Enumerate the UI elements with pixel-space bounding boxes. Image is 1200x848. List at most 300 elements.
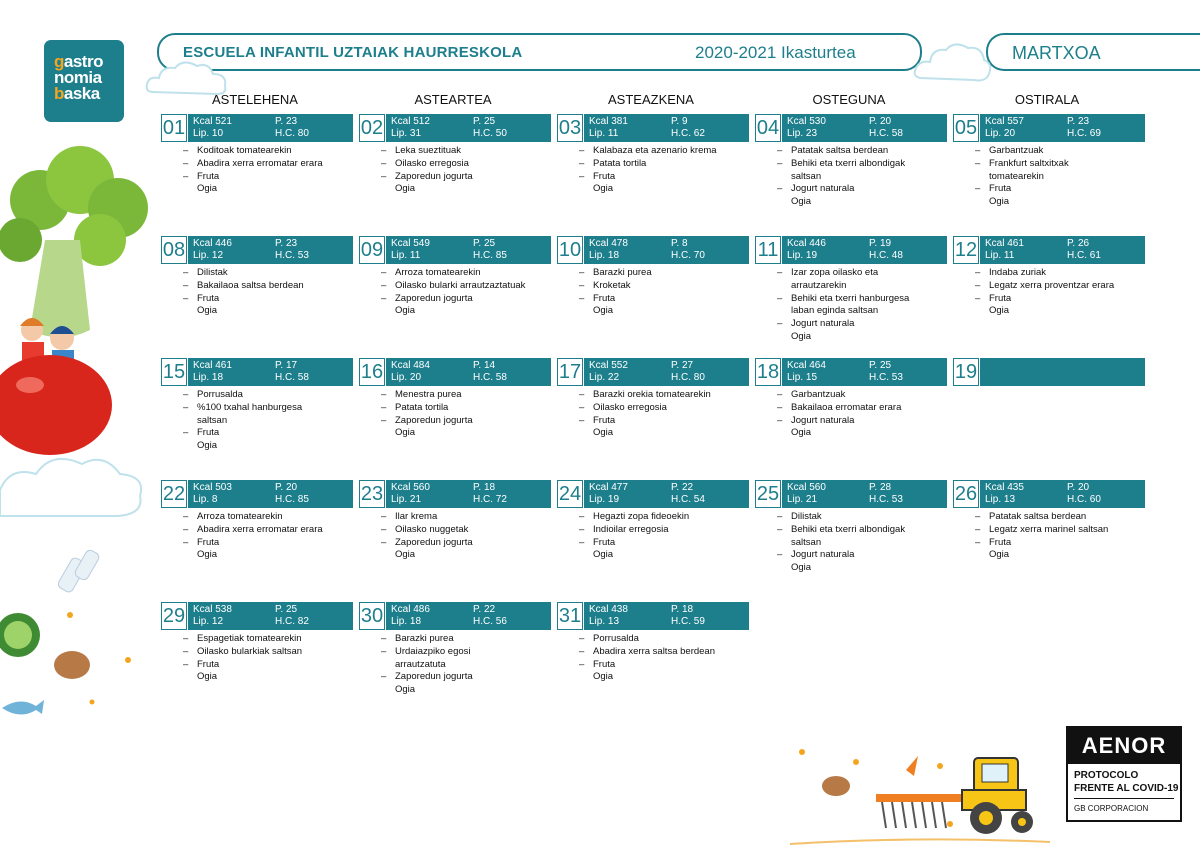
- day-header: [953, 236, 1145, 264]
- menu-item: – Porrusalda: [579, 633, 747, 646]
- menu-item: – Abadira xerra saltsa berdean: [579, 646, 747, 659]
- kcal-value: Kcal 477: [589, 482, 628, 493]
- nutrition-bar: [782, 114, 947, 142]
- menu-item: Ogia: [593, 183, 614, 195]
- lipids-value: Lip. 13: [589, 616, 620, 627]
- menu-item: tomatearekin: [989, 170, 1044, 182]
- day-header: [557, 114, 749, 142]
- day-header: [755, 236, 947, 264]
- kcal-value: Kcal 484: [391, 360, 430, 371]
- menu-item: – Behiki eta txerri hanburgesa: [777, 293, 945, 306]
- day-number: 29: [161, 602, 187, 630]
- menu-item: Ogia: [395, 305, 416, 317]
- menu-list: [777, 389, 945, 440]
- nutrition-bar: [386, 236, 551, 264]
- menu-item: Ogia: [197, 549, 218, 561]
- lipids-value: Lip. 11: [589, 128, 619, 139]
- carbs-value: H.C. 53: [869, 494, 903, 505]
- nutrition-bar: [188, 602, 353, 630]
- school-name: ESCUELA INFANTIL UZTAIAK HAURRESKOLA: [183, 44, 523, 61]
- protein-value: P. 23: [275, 116, 298, 127]
- day-cell: [359, 480, 549, 598]
- lipids-value: Lip. 23: [787, 128, 818, 139]
- menu-item: – Barazki orekia tomatearekin: [579, 389, 747, 402]
- day-cell: [359, 602, 549, 720]
- lipids-value: Lip. 20: [391, 372, 422, 383]
- day-cell: [953, 236, 1143, 354]
- menu-item: – Patatak saltsa berdean: [777, 145, 945, 158]
- carbs-value: H.C. 50: [473, 128, 507, 139]
- lipids-value: Lip. 12: [193, 250, 224, 261]
- menu-item: – Patata tortila: [579, 158, 747, 171]
- menu-item: – Leka sueztituak: [381, 145, 549, 158]
- menu-item: – Arroza tomatearekin: [381, 267, 549, 280]
- menu-item: – Menestra purea: [381, 389, 549, 402]
- day-number: 02: [359, 114, 385, 142]
- lipids-value: Lip. 31: [391, 128, 422, 139]
- day-header: [557, 358, 749, 386]
- day-number: 23: [359, 480, 385, 508]
- day-header: [359, 358, 551, 386]
- day-name-thursday: OSTEGUNA: [812, 92, 886, 107]
- lipids-value: Lip. 10: [193, 128, 224, 139]
- menu-item: – Fruta: [579, 171, 747, 184]
- menu-item: Ogia: [395, 427, 416, 439]
- menu-item: – Fruta: [579, 293, 747, 306]
- day-number: 30: [359, 602, 385, 630]
- menu-item: Ogia: [593, 427, 614, 439]
- menu-item: – Bakailaoa saltsa berdean: [183, 280, 351, 293]
- lipids-value: Lip. 20: [985, 128, 1016, 139]
- kcal-value: Kcal 552: [589, 360, 628, 371]
- menu-item: – Fruta: [183, 659, 351, 672]
- day-cell: [755, 236, 945, 354]
- nutrition-bar: [980, 236, 1145, 264]
- day-header: [755, 358, 947, 386]
- protein-value: P. 25: [275, 604, 298, 615]
- menu-list: [975, 267, 1143, 318]
- protein-value: P. 18: [473, 482, 496, 493]
- carbs-value: H.C. 80: [671, 372, 705, 383]
- menu-item: Ogia: [395, 684, 416, 696]
- day-cell: [755, 358, 945, 476]
- menu-list: [381, 511, 549, 562]
- kcal-value: Kcal 530: [787, 116, 826, 127]
- carbs-value: H.C. 60: [1067, 494, 1101, 505]
- menu-item: – Zaporedun jogurta: [381, 171, 549, 184]
- school-year: 2020-2021 Ikasturtea: [695, 43, 856, 62]
- menu-item: Ogia: [791, 427, 812, 439]
- menu-item: – Oilasko erregosia: [381, 158, 549, 171]
- protein-value: P. 19: [869, 238, 892, 249]
- nutrition-bar: [782, 358, 947, 386]
- lipids-value: Lip. 19: [589, 494, 620, 505]
- nutrition-bar: [782, 236, 947, 264]
- kcal-value: Kcal 512: [391, 116, 430, 127]
- day-header: [359, 114, 551, 142]
- carbs-value: H.C. 56: [473, 616, 507, 627]
- protein-value: P. 9: [671, 116, 688, 127]
- protein-value: P. 25: [869, 360, 892, 371]
- menu-item: – Oilasko bularki arrautzaztatuak: [381, 280, 549, 293]
- menu-item: – Fruta: [975, 293, 1143, 306]
- menu-item: Ogia: [791, 330, 812, 342]
- carbs-value: H.C. 58: [869, 128, 903, 139]
- day-cell: [161, 236, 351, 354]
- day-number: 25: [755, 480, 781, 508]
- menu-item: – Fruta: [579, 537, 747, 550]
- day-number: 01: [161, 114, 187, 142]
- menu-item: – Kalabaza eta azenario krema: [579, 145, 747, 158]
- day-cell: [557, 114, 747, 232]
- menu-item: – Indioilar erregosia: [579, 524, 747, 537]
- menu-item: Ogia: [197, 440, 218, 452]
- day-header: [161, 358, 353, 386]
- menu-item: – Zaporedun jogurta: [381, 537, 549, 550]
- menu-item: laban eginda saltsan: [791, 305, 879, 317]
- lipids-value: Lip. 15: [787, 372, 818, 383]
- day-cell: [161, 114, 351, 232]
- day-cell: [359, 236, 549, 354]
- lipids-value: Lip. 18: [193, 372, 224, 383]
- nutrition-bar: [386, 602, 551, 630]
- day-name-friday: OSTIRALA: [1014, 92, 1080, 107]
- menu-item: – Ilar krema: [381, 511, 549, 524]
- nutrition-bar: [188, 114, 353, 142]
- lipids-value: Lip. 21: [391, 494, 422, 505]
- menu-list: [777, 511, 945, 575]
- kcal-value: Kcal 478: [589, 238, 628, 249]
- kcal-value: Kcal 446: [193, 238, 232, 249]
- menu-item: Ogia: [593, 305, 614, 317]
- menu-item: – Abadira xerra erromatar erara: [183, 158, 351, 171]
- nutrition-bar: [584, 358, 749, 386]
- day-cell: [161, 480, 351, 598]
- day-number: 24: [557, 480, 583, 508]
- day-header: [359, 236, 551, 264]
- day-header: [557, 236, 749, 264]
- kcal-value: Kcal 435: [985, 482, 1024, 493]
- kcal-value: Kcal 464: [787, 360, 826, 371]
- day-header: [953, 114, 1145, 142]
- kcal-value: Kcal 438: [589, 604, 628, 615]
- day-header: [161, 480, 353, 508]
- menu-item: Ogia: [791, 196, 812, 208]
- menu-item: – Legatz xerra proventzar erara: [975, 280, 1143, 293]
- nutrition-bar: [584, 480, 749, 508]
- protein-value: P. 20: [869, 116, 892, 127]
- day-number: 11: [755, 236, 781, 264]
- carbs-value: H.C. 59: [671, 616, 705, 627]
- day-cell: [557, 602, 747, 720]
- menu-item: – Bakailaoa erromatar erara: [777, 402, 945, 415]
- lipids-value: Lip. 18: [391, 616, 422, 627]
- menu-item: – Hegazti zopa fideoekin: [579, 511, 747, 524]
- cloud-icon: [912, 38, 994, 90]
- day-header: [161, 602, 353, 630]
- menu-item: – Dilistak: [183, 267, 351, 280]
- kcal-value: Kcal 538: [193, 604, 232, 615]
- lipids-value: Lip. 18: [589, 250, 620, 261]
- carbs-value: H.C. 62: [671, 128, 705, 139]
- kcal-value: Kcal 560: [787, 482, 826, 493]
- menu-item: Ogia: [989, 196, 1010, 208]
- kcal-value: Kcal 560: [391, 482, 430, 493]
- menu-item: Ogia: [989, 305, 1010, 317]
- day-number: 15: [161, 358, 187, 386]
- menu-list: [381, 145, 549, 196]
- carbs-value: H.C. 48: [869, 250, 903, 261]
- menu-item: – Oilasko erregosia: [579, 402, 747, 415]
- nutrition-bar: [188, 358, 353, 386]
- menu-item: Ogia: [197, 183, 218, 195]
- menu-list: [579, 145, 747, 196]
- menu-item: – Porrusalda: [183, 389, 351, 402]
- day-number: 18: [755, 358, 781, 386]
- menu-item: – Frankfurt saltxitxak: [975, 158, 1143, 171]
- menu-item: – Izar zopa oilasko eta: [777, 267, 945, 280]
- nutrition-bar: [188, 480, 353, 508]
- kcal-value: Kcal 503: [193, 482, 232, 493]
- day-name-wednesday: ASTEAZKENA: [608, 92, 694, 107]
- aenor-brand: AENOR: [1068, 728, 1180, 764]
- menu-item: – Fruta: [183, 171, 351, 184]
- menu-item: saltsan: [791, 536, 822, 548]
- kcal-value: Kcal 549: [391, 238, 430, 249]
- menu-item: Ogia: [197, 305, 218, 317]
- menu-list: [183, 267, 351, 318]
- menu-item: – Koditoak tomatearekin: [183, 145, 351, 158]
- menu-item: – Jogurt naturala: [777, 415, 945, 428]
- menu-item: – Fruta: [579, 659, 747, 672]
- protein-value: P. 25: [473, 238, 496, 249]
- day-number: 26: [953, 480, 979, 508]
- menu-list: [777, 145, 945, 209]
- nutrition-bar: [386, 114, 551, 142]
- protein-value: P. 22: [473, 604, 496, 615]
- menu-item: – Abadira xerra erromatar erara: [183, 524, 351, 537]
- protein-value: P. 28: [869, 482, 892, 493]
- menu-item: – Urdaiazpiko egosi: [381, 646, 549, 659]
- menu-item: – Fruta: [579, 415, 747, 428]
- menu-item: – Behiki eta txerri albondigak: [777, 158, 945, 171]
- carbs-value: H.C. 61: [1067, 250, 1101, 261]
- carbs-value: H.C. 72: [473, 494, 507, 505]
- menu-list: [381, 633, 549, 697]
- nutrition-bar: [386, 358, 551, 386]
- nutrition-bar: [782, 480, 947, 508]
- day-header: [359, 602, 551, 630]
- day-number: 08: [161, 236, 187, 264]
- protein-value: P. 23: [1067, 116, 1090, 127]
- day-header: [953, 358, 1145, 386]
- gastronomia-baska-logo: [44, 40, 124, 122]
- menu-list: [183, 145, 351, 196]
- menu-item: Ogia: [593, 671, 614, 683]
- menu-item: – Kroketak: [579, 280, 747, 293]
- lipids-value: Lip. 13: [985, 494, 1016, 505]
- menu-item: – Patatak saltsa berdean: [975, 511, 1143, 524]
- tractor-illustration: [790, 740, 1050, 848]
- nutrition-bar: [584, 602, 749, 630]
- nutrition-bar: [188, 236, 353, 264]
- day-number: 10: [557, 236, 583, 264]
- day-name-tuesday: ASTEARTEA: [414, 92, 492, 107]
- protein-value: P. 23: [275, 238, 298, 249]
- day-header: [161, 114, 353, 142]
- day-header: [755, 114, 947, 142]
- kcal-value: Kcal 461: [985, 238, 1024, 249]
- protein-value: P. 22: [671, 482, 694, 493]
- day-cell: [359, 114, 549, 232]
- menu-item: – Jogurt naturala: [777, 318, 945, 331]
- day-cell: [953, 358, 1143, 476]
- badge-line-2: FRENTE AL COVID-19: [1074, 783, 1179, 794]
- day-number: 12: [953, 236, 979, 264]
- menu-item: – Jogurt naturala: [777, 183, 945, 196]
- badge-line-1: PROTOCOLO: [1074, 770, 1139, 781]
- menu-item: – Indaba zuriak: [975, 267, 1143, 280]
- kcal-value: Kcal 381: [589, 116, 628, 127]
- lipids-value: Lip. 12: [193, 616, 224, 627]
- logo-line-3: baska: [54, 84, 100, 103]
- menu-list: [183, 633, 351, 684]
- kcal-value: Kcal 486: [391, 604, 430, 615]
- menu-item: – Zaporedun jogurta: [381, 415, 549, 428]
- day-header: [755, 480, 947, 508]
- protein-value: P. 20: [275, 482, 298, 493]
- protein-value: P. 27: [671, 360, 694, 371]
- menu-item: – Behiki eta txerri albondigak: [777, 524, 945, 537]
- menu-item: – Zaporedun jogurta: [381, 671, 549, 684]
- nutrition-bar: [386, 480, 551, 508]
- day-number: 05: [953, 114, 979, 142]
- nutrition-bar: [584, 236, 749, 264]
- lipids-value: Lip. 11: [985, 250, 1015, 261]
- menu-list: [579, 389, 747, 440]
- menu-item: – Oilasko nuggetak: [381, 524, 549, 537]
- menu-item: – %100 txahal hanburgesa: [183, 402, 351, 415]
- day-cell: [953, 114, 1143, 232]
- day-cell: [953, 480, 1143, 598]
- day-cell: [557, 236, 747, 354]
- menu-list: [381, 389, 549, 440]
- carbs-value: H.C. 80: [275, 128, 309, 139]
- menu-item: Ogia: [593, 549, 614, 561]
- protein-value: P. 26: [1067, 238, 1090, 249]
- month-box: [986, 33, 1200, 71]
- menu-item: – Fruta: [975, 183, 1143, 196]
- badge-divider: [1074, 798, 1174, 799]
- kcal-value: Kcal 521: [193, 116, 232, 127]
- day-number: 09: [359, 236, 385, 264]
- day-header: [359, 480, 551, 508]
- menu-item: – Legatz xerra marinel saltsan: [975, 524, 1143, 537]
- day-header: [953, 480, 1145, 508]
- protein-value: P. 8: [671, 238, 688, 249]
- menu-item: – Fruta: [183, 293, 351, 306]
- day-cell: [755, 114, 945, 232]
- lipids-value: Lip. 8: [193, 494, 218, 505]
- menu-list: [579, 633, 747, 684]
- menu-item: arrautzarekin: [791, 279, 847, 291]
- vegetables-illustration: [0, 130, 160, 730]
- menu-list: [183, 389, 351, 453]
- day-number: 17: [557, 358, 583, 386]
- carbs-value: H.C. 69: [1067, 128, 1101, 139]
- carbs-value: H.C. 70: [671, 250, 705, 261]
- menu-item: – Barazki purea: [579, 267, 747, 280]
- kcal-value: Kcal 446: [787, 238, 826, 249]
- carbs-value: H.C. 58: [275, 372, 309, 383]
- day-header: [557, 480, 749, 508]
- day-header: [557, 602, 749, 630]
- menu-item: saltsan: [197, 414, 228, 426]
- carbs-value: H.C. 53: [869, 372, 903, 383]
- menu-item: – Fruta: [183, 427, 351, 440]
- nutrition-bar: [980, 358, 1145, 386]
- kcal-value: Kcal 461: [193, 360, 232, 371]
- logo-line-2: nomia: [54, 68, 102, 87]
- protein-value: P. 14: [473, 360, 496, 371]
- day-number: 22: [161, 480, 187, 508]
- day-number: 04: [755, 114, 781, 142]
- aenor-covid-badge: [1066, 726, 1182, 822]
- menu-item: – Fruta: [975, 537, 1143, 550]
- menu-list: [777, 267, 945, 344]
- menu-list: [579, 267, 747, 318]
- carbs-value: H.C. 85: [473, 250, 507, 261]
- nutrition-bar: [980, 114, 1145, 142]
- menu-item: – Garbantzuak: [975, 145, 1143, 158]
- day-cell: [557, 480, 747, 598]
- menu-item: Ogia: [791, 562, 812, 574]
- lipids-value: Lip. 22: [589, 372, 620, 383]
- menu-list: [183, 511, 351, 562]
- carbs-value: H.C. 58: [473, 372, 507, 383]
- menu-item: arrautzatuta: [395, 658, 446, 670]
- menu-list: [381, 267, 549, 318]
- day-cell: [755, 480, 945, 598]
- day-cell: [557, 358, 747, 476]
- menu-item: Ogia: [395, 549, 416, 561]
- menu-item: – Fruta: [183, 537, 351, 550]
- lipids-value: Lip. 21: [787, 494, 818, 505]
- menu-item: Ogia: [989, 549, 1010, 561]
- menu-item: – Garbantzuak: [777, 389, 945, 402]
- protein-value: P. 20: [1067, 482, 1090, 493]
- menu-item: Ogia: [395, 183, 416, 195]
- carbs-value: H.C. 54: [671, 494, 705, 505]
- day-cell: [161, 358, 351, 476]
- day-header: [161, 236, 353, 264]
- day-number: 19: [953, 358, 979, 386]
- protein-value: P. 18: [671, 604, 694, 615]
- nutrition-bar: [980, 480, 1145, 508]
- day-cell: [359, 358, 549, 476]
- protein-value: P. 25: [473, 116, 496, 127]
- day-number: 16: [359, 358, 385, 386]
- lipids-value: Lip. 11: [391, 250, 421, 261]
- day-name-monday: ASTELEHENA: [212, 92, 298, 107]
- menu-list: [975, 511, 1143, 562]
- protein-value: P. 17: [275, 360, 298, 371]
- menu-item: – Oilasko bularkiak saltsan: [183, 646, 351, 659]
- menu-item: – Barazki purea: [381, 633, 549, 646]
- menu-item: – Zaporedun jogurta: [381, 293, 549, 306]
- kcal-value: Kcal 557: [985, 116, 1024, 127]
- month-name: MARTXOA: [1012, 43, 1101, 63]
